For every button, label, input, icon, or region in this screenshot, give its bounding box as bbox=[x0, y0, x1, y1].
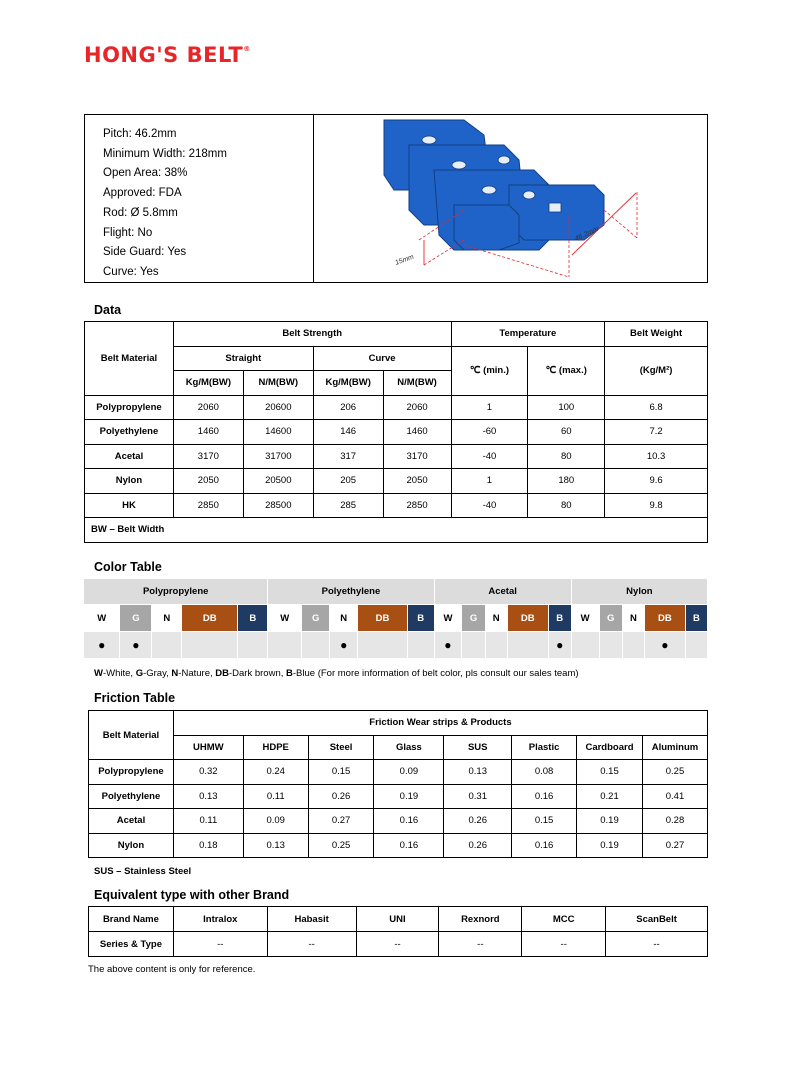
cell: 0.16 bbox=[512, 784, 577, 809]
cell: 0.19 bbox=[577, 809, 643, 834]
cell: 2060 bbox=[383, 395, 451, 420]
cell: 6.8 bbox=[605, 395, 708, 420]
cell: 0.28 bbox=[642, 809, 707, 834]
cell: -40 bbox=[451, 493, 528, 518]
cell: 0.26 bbox=[308, 784, 374, 809]
availability-cell bbox=[182, 632, 238, 659]
cell: 0.24 bbox=[243, 760, 308, 785]
availability-dot: ● bbox=[120, 632, 152, 659]
cell: Polypropylene bbox=[89, 760, 174, 785]
friction-table bbox=[88, 710, 708, 858]
friction-col: Cardboard bbox=[577, 735, 643, 760]
cell: 0.18 bbox=[173, 833, 243, 858]
cell: Polypropylene bbox=[85, 395, 174, 420]
cell: 100 bbox=[528, 395, 605, 420]
cell: 1460 bbox=[173, 420, 243, 445]
table-row bbox=[89, 809, 708, 834]
cell: 9.8 bbox=[605, 493, 708, 518]
color-code-nature: N bbox=[622, 605, 644, 632]
cell: 60 bbox=[528, 420, 605, 445]
cell: Acetal bbox=[85, 444, 174, 469]
cell: 0.25 bbox=[642, 760, 707, 785]
color-code-white: W bbox=[268, 605, 302, 632]
availability-cell bbox=[571, 632, 599, 659]
cell: 0.11 bbox=[173, 809, 243, 834]
col-belt-strength: Belt Strength bbox=[173, 322, 451, 347]
color-code-nature: N bbox=[152, 605, 182, 632]
availability-dot: ● bbox=[644, 632, 685, 659]
color-material-header: Nylon bbox=[571, 579, 707, 605]
col-curve-nm: N/M(BW) bbox=[383, 371, 451, 396]
data-section-title: Data bbox=[94, 303, 122, 317]
cell: MCC bbox=[522, 907, 606, 932]
table-row bbox=[89, 907, 708, 932]
table-row bbox=[89, 833, 708, 858]
availability-cell bbox=[268, 632, 302, 659]
color-code-dark-brown: DB bbox=[507, 605, 548, 632]
cell: Habasit bbox=[267, 907, 356, 932]
color-code-nature: N bbox=[330, 605, 358, 632]
friction-col-belt-material: Belt Material bbox=[89, 711, 174, 760]
cell: 0.11 bbox=[243, 784, 308, 809]
cell: 180 bbox=[528, 469, 605, 494]
availability-cell bbox=[507, 632, 548, 659]
table-row bbox=[85, 395, 708, 420]
table-row bbox=[89, 784, 708, 809]
availability-dot: ● bbox=[434, 632, 462, 659]
cell: 1 bbox=[451, 395, 528, 420]
cell: Rexnord bbox=[439, 907, 522, 932]
col-belt-material: Belt Material bbox=[85, 322, 174, 396]
color-code-white: W bbox=[434, 605, 462, 632]
availability-cell bbox=[358, 632, 408, 659]
col-weight-unit: (Kg/M²) bbox=[605, 346, 708, 395]
cell: 0.13 bbox=[444, 760, 512, 785]
color-code-dark-brown: DB bbox=[358, 605, 408, 632]
color-code-blue: B bbox=[685, 605, 707, 632]
color-table bbox=[84, 579, 708, 659]
cell: 0.27 bbox=[642, 833, 707, 858]
spec-rod: Rod: Ø 5.8mm bbox=[103, 206, 178, 219]
color-code-gray: G bbox=[302, 605, 330, 632]
table-row bbox=[85, 420, 708, 445]
col-straight: Straight bbox=[173, 346, 313, 371]
cell: 0.26 bbox=[444, 833, 512, 858]
availability-dot: ● bbox=[84, 632, 120, 659]
cell: 0.13 bbox=[243, 833, 308, 858]
cell: 2850 bbox=[383, 493, 451, 518]
friction-col: Glass bbox=[374, 735, 444, 760]
col-curve: Curve bbox=[313, 346, 451, 371]
color-code-nature: N bbox=[485, 605, 507, 632]
cell: Nylon bbox=[89, 833, 174, 858]
cell: 2050 bbox=[383, 469, 451, 494]
cell: 3170 bbox=[173, 444, 243, 469]
cell: 0.25 bbox=[308, 833, 374, 858]
cell: -40 bbox=[451, 444, 528, 469]
color-code-white: W bbox=[84, 605, 120, 632]
cell: -- bbox=[439, 932, 522, 957]
cell: UNI bbox=[356, 907, 439, 932]
availability-cell bbox=[622, 632, 644, 659]
cell: 10.3 bbox=[605, 444, 708, 469]
cell: 7.2 bbox=[605, 420, 708, 445]
color-material-header: Polyethylene bbox=[268, 579, 434, 605]
friction-col-group: Friction Wear strips & Products bbox=[173, 711, 707, 736]
spec-approved: Approved: FDA bbox=[103, 187, 182, 200]
spec-min-width: Minimum Width: 218mm bbox=[103, 147, 227, 160]
spec-list bbox=[85, 115, 314, 282]
cell: 0.27 bbox=[308, 809, 374, 834]
cell: 0.19 bbox=[374, 784, 444, 809]
availability-cell bbox=[599, 632, 622, 659]
col-belt-weight: Belt Weight bbox=[605, 322, 708, 347]
cell: 80 bbox=[528, 444, 605, 469]
pitch-dimension: 46.2mm bbox=[573, 225, 600, 243]
cell: Brand Name bbox=[89, 907, 174, 932]
cell: -- bbox=[522, 932, 606, 957]
friction-col: HDPE bbox=[243, 735, 308, 760]
cell: Polyethylene bbox=[89, 784, 174, 809]
belt-width-note: BW – Belt Width bbox=[85, 518, 708, 543]
table-row bbox=[85, 493, 708, 518]
cell: -- bbox=[356, 932, 439, 957]
color-code-gray: G bbox=[599, 605, 622, 632]
spec-box bbox=[84, 114, 708, 283]
cell: 0.21 bbox=[577, 784, 643, 809]
friction-col: Plastic bbox=[512, 735, 577, 760]
table-row bbox=[89, 760, 708, 785]
height-dimension: 15mm bbox=[394, 253, 415, 267]
cell: 0.09 bbox=[243, 809, 308, 834]
col-temp-max: ℃ (max.) bbox=[528, 346, 605, 395]
brand-section-title: Equivalent type with other Brand bbox=[94, 888, 290, 902]
cell: 0.16 bbox=[374, 809, 444, 834]
cell: 205 bbox=[313, 469, 383, 494]
availability-cell bbox=[685, 632, 707, 659]
color-code-dark-brown: DB bbox=[644, 605, 685, 632]
cell: 9.6 bbox=[605, 469, 708, 494]
availability-dot: ● bbox=[330, 632, 358, 659]
color-code-row bbox=[84, 605, 708, 632]
friction-col: SUS bbox=[444, 735, 512, 760]
cell: 1460 bbox=[383, 420, 451, 445]
color-code-blue: B bbox=[407, 605, 434, 632]
table-row bbox=[85, 444, 708, 469]
cell: 317 bbox=[313, 444, 383, 469]
cell: -60 bbox=[451, 420, 528, 445]
cell: -- bbox=[267, 932, 356, 957]
friction-col: Aluminum bbox=[642, 735, 707, 760]
friction-col: Steel bbox=[308, 735, 374, 760]
cell: 80 bbox=[528, 493, 605, 518]
color-section-title: Color Table bbox=[94, 560, 162, 574]
spec-curve: Curve: Yes bbox=[103, 265, 159, 278]
footer-note: The above content is only for reference. bbox=[88, 964, 256, 975]
cell: 0.08 bbox=[512, 760, 577, 785]
availability-cell bbox=[485, 632, 507, 659]
cell: ScanBelt bbox=[606, 907, 708, 932]
table-row bbox=[89, 932, 708, 957]
cell: 0.32 bbox=[173, 760, 243, 785]
cell: -- bbox=[173, 932, 267, 957]
availability-cell bbox=[407, 632, 434, 659]
availability-cell bbox=[152, 632, 182, 659]
belt-diagram bbox=[314, 115, 707, 282]
cell: 2060 bbox=[173, 395, 243, 420]
cell: 0.16 bbox=[512, 833, 577, 858]
col-curve-kg: Kg/M(BW) bbox=[313, 371, 383, 396]
cell: 0.19 bbox=[577, 833, 643, 858]
color-code-gray: G bbox=[120, 605, 152, 632]
color-availability-row bbox=[84, 632, 708, 659]
col-temp-min: ℃ (min.) bbox=[451, 346, 528, 395]
cell: 0.16 bbox=[374, 833, 444, 858]
spec-side-guard: Side Guard: Yes bbox=[103, 246, 187, 259]
color-code-blue: B bbox=[548, 605, 571, 632]
cell: 0.31 bbox=[444, 784, 512, 809]
cell: Nylon bbox=[85, 469, 174, 494]
table-row bbox=[85, 469, 708, 494]
cell: 31700 bbox=[243, 444, 313, 469]
cell: 3170 bbox=[383, 444, 451, 469]
spec-flight: Flight: No bbox=[103, 226, 153, 239]
cell: 0.41 bbox=[642, 784, 707, 809]
col-straight-nm: N/M(BW) bbox=[243, 371, 313, 396]
cell: 0.13 bbox=[173, 784, 243, 809]
sus-note: SUS – Stainless Steel bbox=[94, 866, 192, 877]
cell: 0.09 bbox=[374, 760, 444, 785]
cell: HK bbox=[85, 493, 174, 518]
cell: 2850 bbox=[173, 493, 243, 518]
cell: 2050 bbox=[173, 469, 243, 494]
col-straight-kg: Kg/M(BW) bbox=[173, 371, 243, 396]
color-code-white: W bbox=[571, 605, 599, 632]
color-legend: W-White, G-Gray, N-Nature, DB-Dark brown, B-Blue (For more information of belt color, pls consult our sales team) bbox=[94, 668, 579, 679]
color-material-header: Polypropylene bbox=[84, 579, 268, 605]
availability-cell bbox=[238, 632, 268, 659]
spec-open-area: Open Area: 38% bbox=[103, 167, 188, 180]
availability-cell bbox=[302, 632, 330, 659]
col-temperature: Temperature bbox=[451, 322, 605, 347]
friction-col: UHMW bbox=[173, 735, 243, 760]
cell: 0.15 bbox=[308, 760, 374, 785]
color-code-dark-brown: DB bbox=[182, 605, 238, 632]
belt-illustration bbox=[314, 115, 707, 282]
cell: Polyethylene bbox=[85, 420, 174, 445]
brand-table bbox=[88, 906, 708, 957]
friction-section-title: Friction Table bbox=[94, 691, 176, 705]
color-code-blue: B bbox=[238, 605, 268, 632]
cell: -- bbox=[606, 932, 708, 957]
cell: 20500 bbox=[243, 469, 313, 494]
cell: 20600 bbox=[243, 395, 313, 420]
cell: 0.26 bbox=[444, 809, 512, 834]
color-material-header: Acetal bbox=[434, 579, 571, 605]
spec-pitch: Pitch: 46.2mm bbox=[103, 128, 177, 140]
cell: 206 bbox=[313, 395, 383, 420]
cell: Series & Type bbox=[89, 932, 174, 957]
availability-cell bbox=[462, 632, 485, 659]
company-logo: HONG'S BELT® bbox=[84, 43, 251, 67]
cell: Acetal bbox=[89, 809, 174, 834]
data-table bbox=[84, 321, 708, 543]
cell: 0.15 bbox=[512, 809, 577, 834]
cell: 14600 bbox=[243, 420, 313, 445]
availability-dot: ● bbox=[548, 632, 571, 659]
cell: 1 bbox=[451, 469, 528, 494]
color-code-gray: G bbox=[462, 605, 485, 632]
cell: 0.15 bbox=[577, 760, 643, 785]
cell: Intralox bbox=[173, 907, 267, 932]
cell: 28500 bbox=[243, 493, 313, 518]
cell: 285 bbox=[313, 493, 383, 518]
cell: 146 bbox=[313, 420, 383, 445]
